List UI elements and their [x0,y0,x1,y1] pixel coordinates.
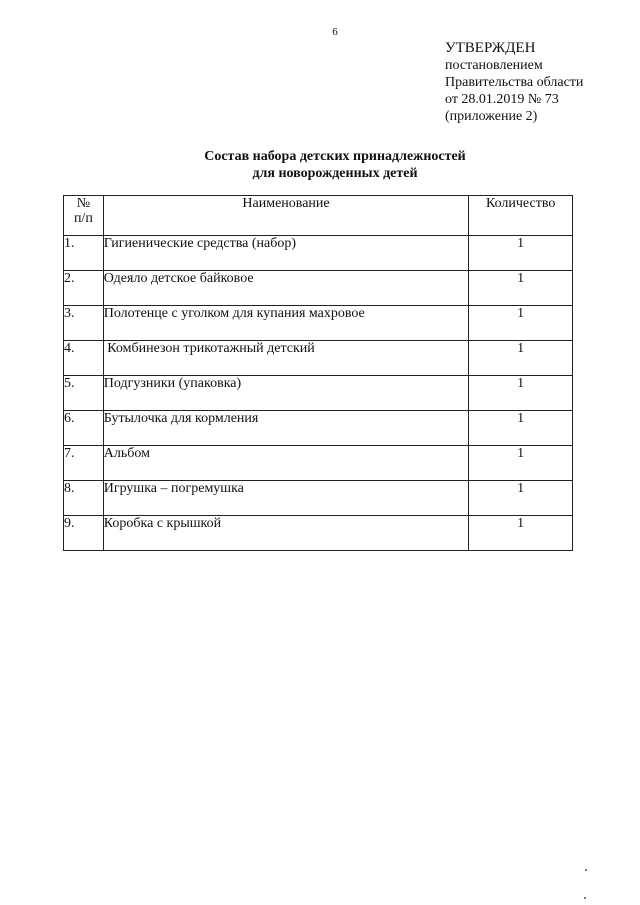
scan-speck [585,869,587,871]
row-name: Гигиенические средства (набор) [103,236,469,271]
row-name: Одеяло детское байковое [103,271,469,306]
header-quantity: Количество [469,196,573,236]
row-quantity: 1 [469,376,573,411]
row-number: 8. [64,481,104,516]
table-row [64,341,573,376]
approval-line: Правительства области [445,75,584,90]
row-quantity: 1 [469,481,573,516]
header-number-symbol: № [76,196,91,211]
table-row [64,236,573,271]
table-row [64,411,573,446]
table-header-row [64,196,573,236]
header-number [64,196,104,236]
approval-line: постановлением [445,58,543,73]
approval-appendix: (приложение 2) [445,109,538,124]
approval-stamp [445,40,583,125]
row-number: 6. [64,411,104,446]
row-quantity: 1 [469,341,573,376]
row-name: Полотенце с уголком для купания махровое [103,306,469,341]
table-row [64,306,573,341]
scan-speck [584,897,586,899]
row-number: 7. [64,446,104,481]
row-number: 2. [64,271,104,306]
row-name: Подгузники (упаковка) [103,376,469,411]
document-title-line: для новорожденных детей [252,166,418,181]
row-quantity: 1 [469,411,573,446]
row-name: Комбинезон трикотажный детский [103,341,469,376]
header-number-label: п/п [73,211,93,226]
table-row [64,481,573,516]
page-number: 6 [332,26,338,38]
table-row [64,446,573,481]
approval-heading: УТВЕРЖДЕН [445,40,536,56]
header-name: Наименование [103,196,469,236]
table-row [64,376,573,411]
row-quantity: 1 [469,306,573,341]
table-row [64,516,573,551]
row-number: 5. [64,376,104,411]
row-number: 3. [64,306,104,341]
row-quantity: 1 [469,446,573,481]
row-quantity: 1 [469,516,573,551]
row-number: 9. [64,516,104,551]
row-number: 1. [64,236,104,271]
row-name: Бутылочка для кормления [103,411,469,446]
document-title [0,148,640,182]
row-quantity: 1 [469,236,573,271]
table-row [64,271,573,306]
approval-date: от 28.01.2019 № 73 [445,92,559,107]
row-name: Альбом [103,446,469,481]
document-title-line: Состав набора детских принадлежностей [204,149,466,164]
row-name: Игрушка – погремушка [103,481,469,516]
row-quantity: 1 [469,271,573,306]
row-name: Коробка с крышкой [103,516,469,551]
row-number: 4. [64,341,104,376]
items-table [63,195,573,551]
